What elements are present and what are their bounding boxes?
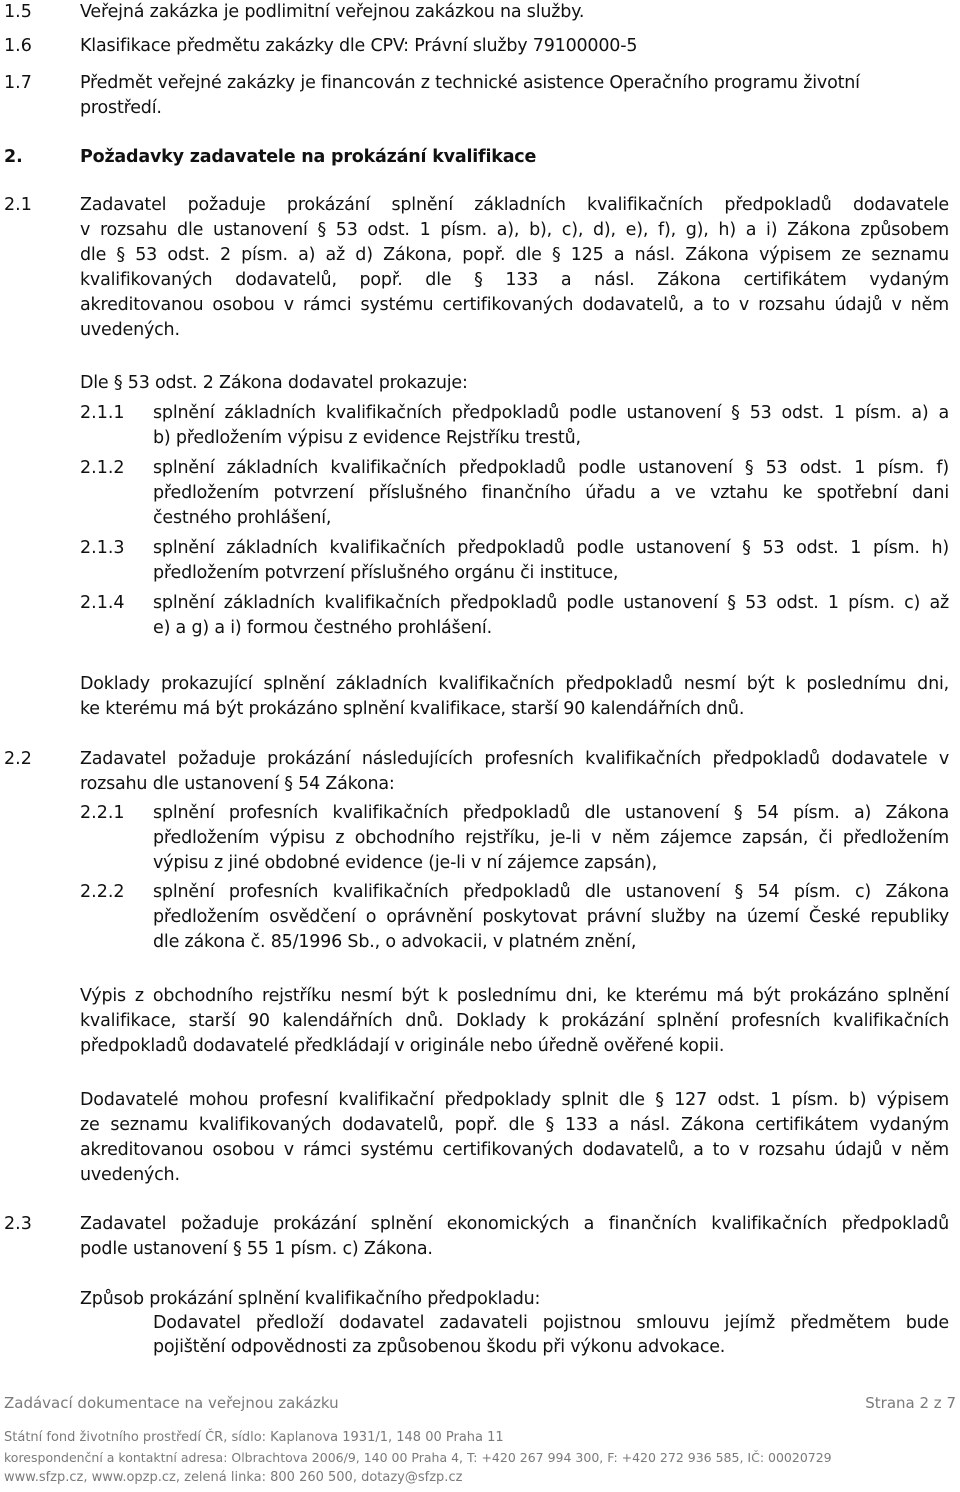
clause-line: v rozsahu dle ustanovení § 53 odst. 1 písm. a), b), c), d), e), f), g), h) a i) Zákona způsobem xyxy=(80,220,949,240)
method-line: pojištění odpovědnosti za způsobenou škodu při výkonu advokace. xyxy=(153,1337,726,1357)
footer-contact: korespondenční a kontaktní adresa: Olbrachtova 2006/9, 140 00 Praha 4, T: +420 267 994 300, F: +420 272 936 585, IČ: 00020729 xyxy=(4,1450,832,1465)
section-title: Požadavky zadavatele na prokázání kvalifikace xyxy=(80,147,537,167)
subclause-line: předložením výpisu z obchodního rejstříku, je-li v něm zájemce zapsán, či předložením xyxy=(153,828,949,848)
clause-line: Zadavatel požaduje prokázání následujících profesních kvalifikačních předpokladů dodavatele v xyxy=(80,749,949,769)
footer-doc-title: Zadávací dokumentace na veřejnou zakázku xyxy=(4,1394,339,1412)
subclause-number: 2.2.2 xyxy=(80,882,125,902)
subclause-number: 2.1.1 xyxy=(80,403,125,423)
paragraph-line: Výpis z obchodního rejstříku nesmí být k poslednímu dni, ke kterému má být prokázáno splnění xyxy=(80,986,949,1006)
item-number: 1.6 xyxy=(4,36,32,56)
clause-number: 2.2 xyxy=(4,749,32,769)
paragraph-line: Doklady prokazující splnění základních kvalifikačních předpokladů nesmí být k poslednímu dni, xyxy=(80,674,949,694)
subclause-number: 2.1.4 xyxy=(80,593,125,613)
footer-web: www.sfzp.cz, www.opzp.cz, zelená linka: 800 260 500, dotazy@sfzp.cz xyxy=(4,1470,463,1485)
clause-number: 2.3 xyxy=(4,1214,32,1234)
subclause-line: splnění profesních kvalifikačních předpokladů dle ustanovení § 54 písm. a) Zákona xyxy=(153,803,949,823)
subclause-line: splnění základních kvalifikačních předpokladů podle ustanovení § 53 odst. 1 písm. a) a xyxy=(153,403,949,423)
section-number: 2. xyxy=(4,147,23,167)
subclause-line: předložením osvědčení o oprávnění poskytovat právní služby na území České republiky xyxy=(153,907,949,927)
paragraph-line: předpokladů dodavatelé předkládají v originále nebo úředně ověřené kopii. xyxy=(80,1036,725,1056)
subclause-line: splnění základních kvalifikačních předpokladů podle ustanovení § 53 odst. 1 písm. h) xyxy=(153,538,949,558)
paragraph-line: kvalifikace, starší 90 kalendářních dnů. Doklady k prokázání splnění profesních kvalifikačních xyxy=(80,1011,949,1031)
clause-intro: Dle § 53 odst. 2 Zákona dodavatel prokazuje: xyxy=(80,373,468,393)
clause-line: Zadavatel požaduje prokázání splnění základních kvalifikačních předpokladů dodavatele xyxy=(80,195,949,215)
item-text: prostředí. xyxy=(80,98,162,118)
paragraph-line: ze seznamu kvalifikovaných dodavatelů, popř. dle § 133 a násl. Zákona certifikátem vydaným xyxy=(80,1115,949,1135)
item-number: 1.7 xyxy=(4,73,32,93)
subclause-line: výpisu z jiné obdobné evidence (je-li v ní zájemce zapsán), xyxy=(153,853,657,873)
subclause-line: předložením potvrzení příslušného orgánu či instituce, xyxy=(153,563,619,583)
subclause-line: dle zákona č. 85/1996 Sb., o advokacii, v platném znění, xyxy=(153,932,637,952)
method-title: Způsob prokázání splnění kvalifikačního předpokladu: xyxy=(80,1289,541,1309)
item-text: Veřejná zakázka je podlimitní veřejnou zakázkou na služby. xyxy=(80,2,585,22)
clause-line: podle ustanovení § 55 1 písm. c) Zákona. xyxy=(80,1239,433,1259)
subclause-number: 2.2.1 xyxy=(80,803,125,823)
clause-line: kvalifikovaných dodavatelů, popř. dle § 133 a násl. Zákona certifikátem vydaným xyxy=(80,270,949,290)
item-text: Klasifikace předmětu zakázky dle CPV: Právní služby 79100000-5 xyxy=(80,36,638,56)
subclause-line: předložením potvrzení příslušného finančního úřadu a ve vztahu ke spotřební dani xyxy=(153,483,949,503)
clause-number: 2.1 xyxy=(4,195,32,215)
subclause-line: splnění základních kvalifikačních předpokladů podle ustanovení § 53 odst. 1 písm. c) až xyxy=(153,593,949,613)
paragraph-line: ke kterému má být prokázáno splnění kvalifikace, starší 90 kalendářních dnů. xyxy=(80,699,745,719)
item-text: Předmět veřejné zakázky je financován z technické asistence Operačního programu životní xyxy=(80,73,860,93)
subclause-line: čestného prohlášení, xyxy=(153,508,332,528)
clause-line: uvedených. xyxy=(80,320,180,340)
subclause-line: splnění profesních kvalifikačních předpokladů dle ustanovení § 54 písm. c) Zákona xyxy=(153,882,949,902)
subclause-line: b) předložením výpisu z evidence Rejstříku trestů, xyxy=(153,428,581,448)
method-line: Dodavatel předloží dodavatel zadavateli pojistnou smlouvu jejímž předmětem bude xyxy=(153,1313,949,1333)
paragraph-line: uvedených. xyxy=(80,1165,180,1185)
footer-page-number: Strana 2 z 7 xyxy=(865,1394,956,1412)
clause-line: Zadavatel požaduje prokázání splnění ekonomických a finančních kvalifikačních předpokladů xyxy=(80,1214,949,1234)
subclause-line: e) a g) a i) formou čestného prohlášení. xyxy=(153,618,492,638)
footer-address: Státní fond životního prostředí ČR, sídlo: Kaplanova 1931/1, 148 00 Praha 11 xyxy=(4,1430,504,1445)
paragraph-line: akreditovanou osobou v rámci systému certifikovaných dodavatelů, a to v rozsahu údajů v něm xyxy=(80,1140,949,1160)
clause-line: akreditovanou osobou v rámci systému certifikovaných dodavatelů, a to v rozsahu údajů v něm xyxy=(80,295,949,315)
paragraph-line: Dodavatelé mohou profesní kvalifikační předpoklady splnit dle § 127 odst. 1 písm. b) výpisem xyxy=(80,1090,949,1110)
clause-line: rozsahu dle ustanovení § 54 Zákona: xyxy=(80,774,395,794)
item-number: 1.5 xyxy=(4,2,32,22)
subclause-number: 2.1.2 xyxy=(80,458,125,478)
clause-line: dle § 53 odst. 2 písm. a) až d) Zákona, popř. dle § 125 a násl. Zákona výpisem ze seznamu xyxy=(80,245,949,265)
subclause-line: splnění základních kvalifikačních předpokladů podle ustanovení § 53 odst. 1 písm. f) xyxy=(153,458,949,478)
subclause-number: 2.1.3 xyxy=(80,538,125,558)
